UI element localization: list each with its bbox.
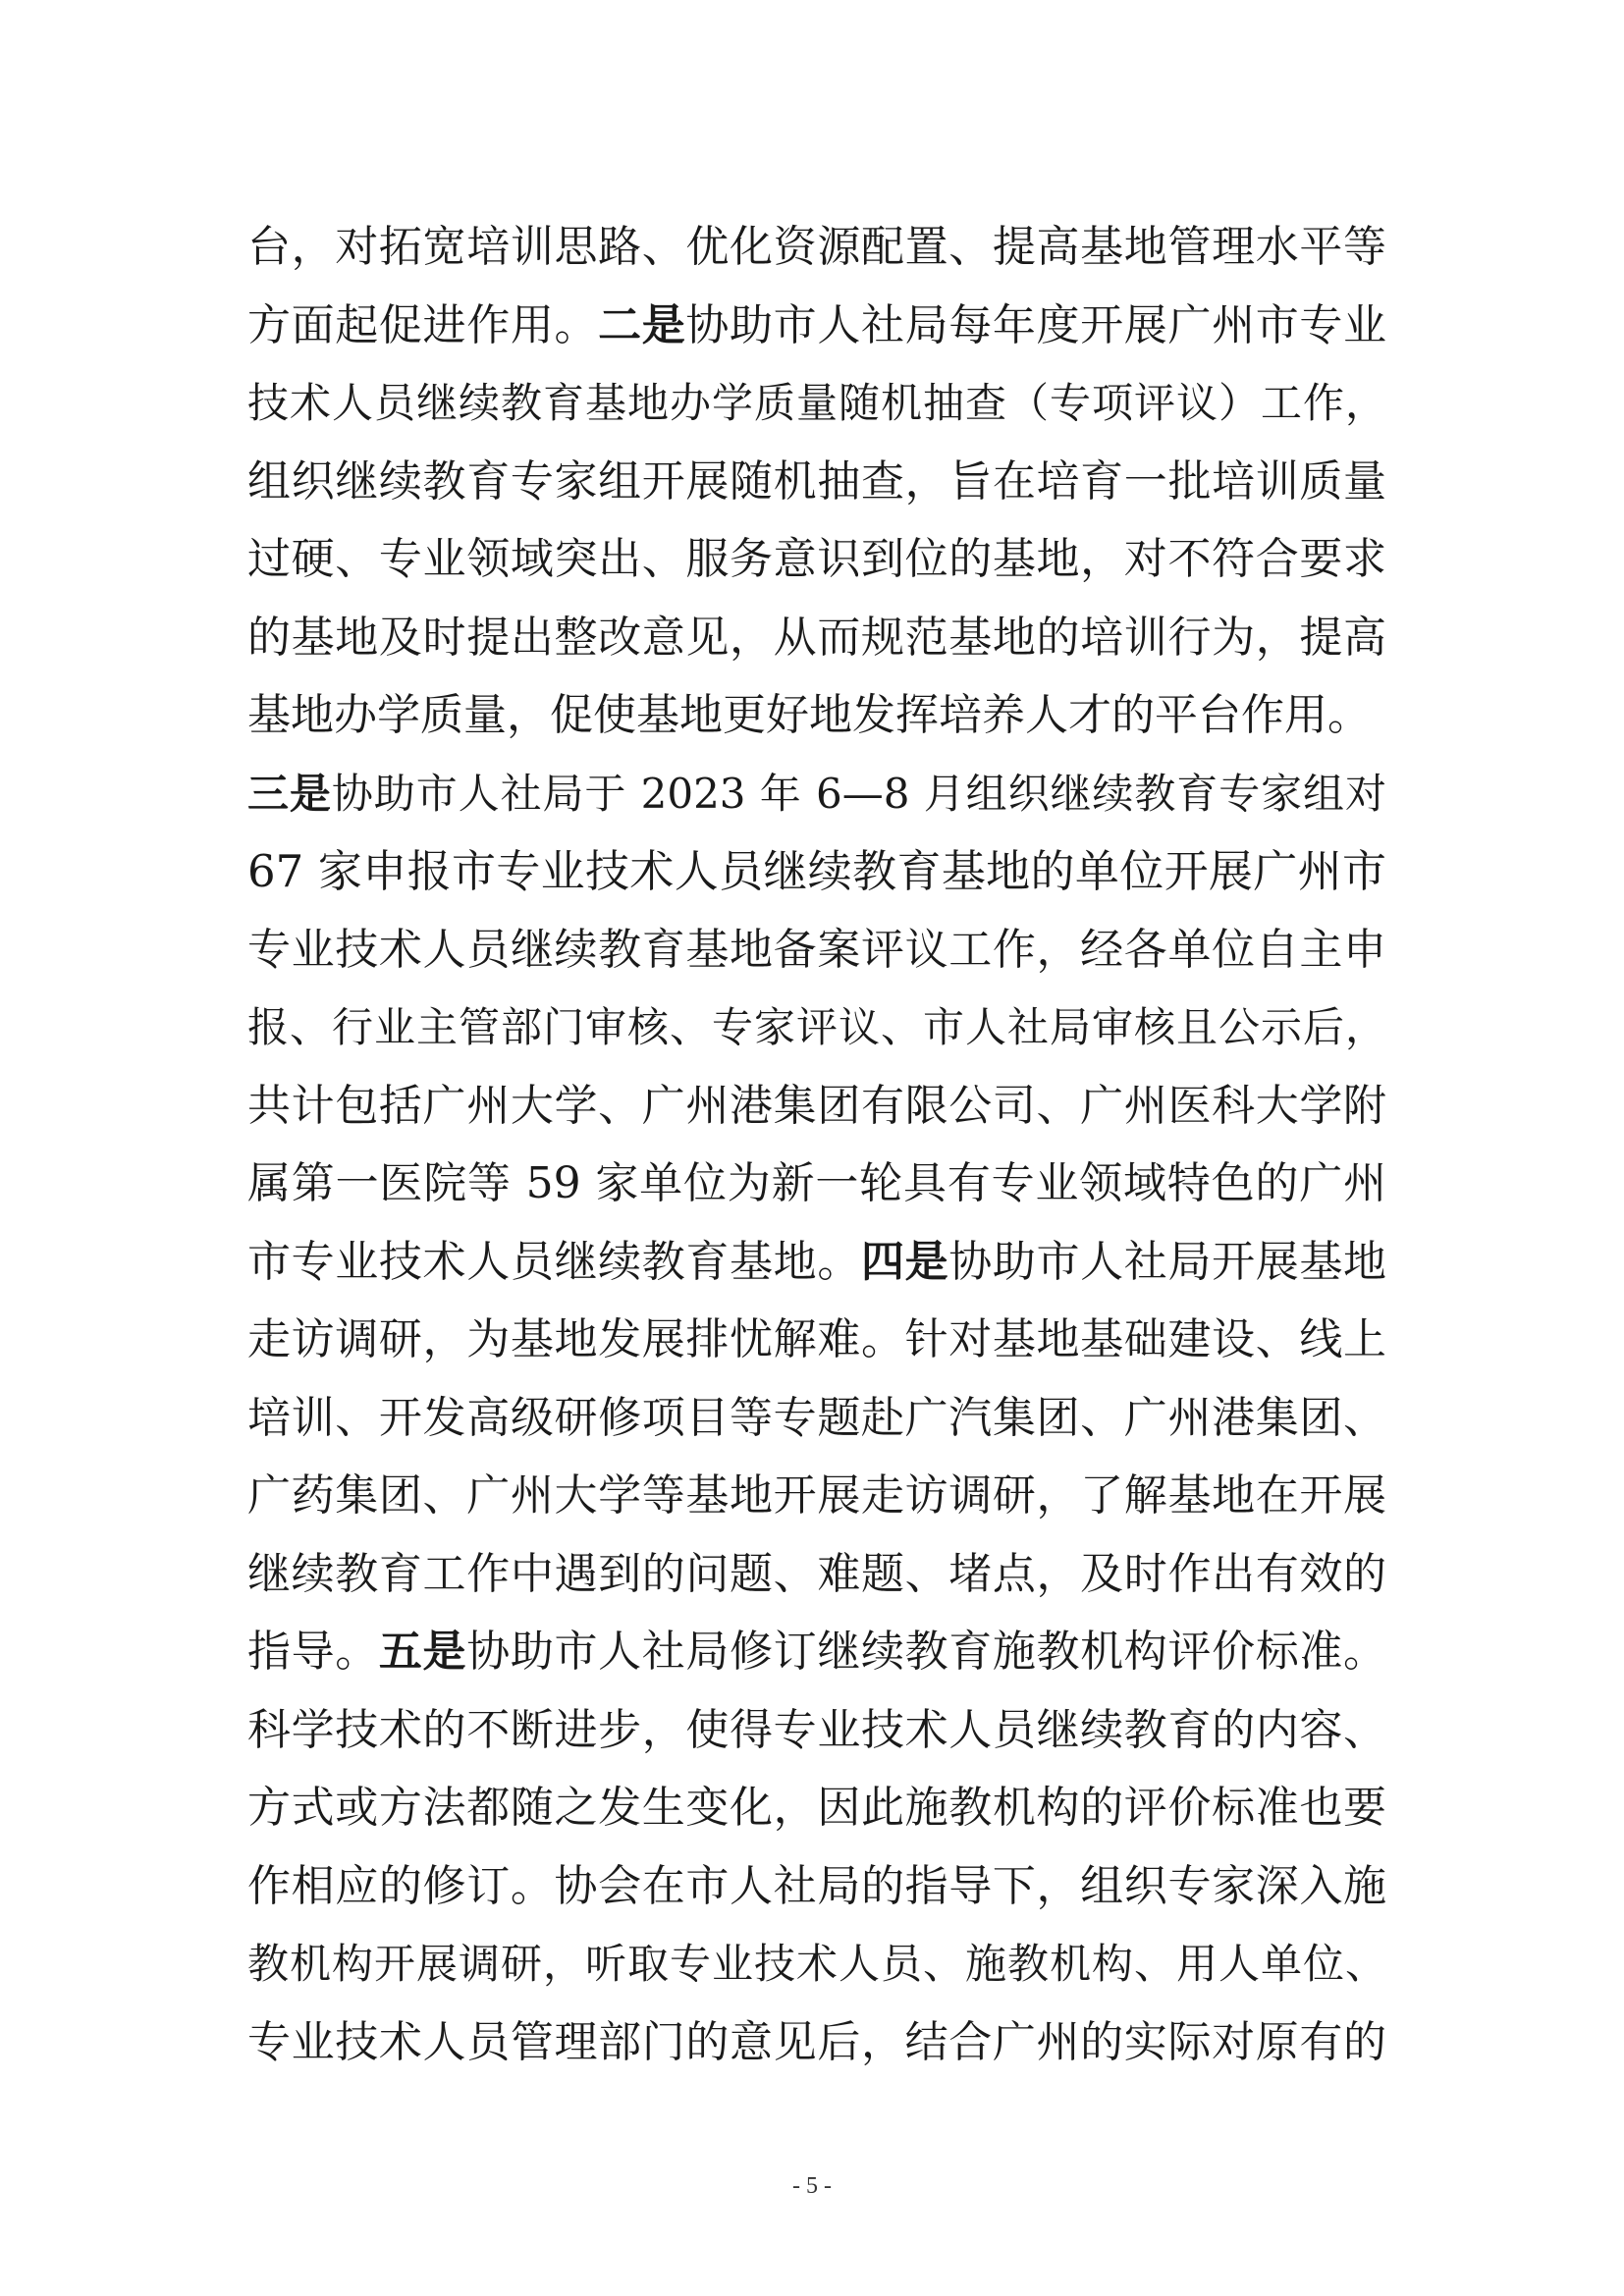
text-segment: 共计包括广州大学、广州港集团有限公司、广州医科大学附 bbox=[247, 1080, 1386, 1131]
text-segment: 属第一医院等 59 家单位为新一轮具有专业领域特色的广州 bbox=[247, 1158, 1386, 1208]
text-line bbox=[247, 1613, 1386, 1691]
text-segment: 作相应的修订。协会在市人社局的指导下，组织专家深入施 bbox=[247, 1860, 1386, 1911]
text-line bbox=[247, 599, 1386, 677]
text-line bbox=[247, 208, 1386, 287]
text-segment: 协助市人社局每年度开展广州市专业 bbox=[685, 299, 1387, 350]
text-line bbox=[247, 1457, 1386, 1535]
text-line bbox=[247, 911, 1386, 989]
text-line bbox=[247, 1847, 1386, 1926]
text-line bbox=[247, 443, 1386, 521]
text-segment: 继续教育工作中遇到的问题、难题、堵点，及时作出有效的 bbox=[247, 1548, 1386, 1599]
text-segment: 的基地及时提出整改意见，从而规范基地的培训行为，提高 bbox=[247, 612, 1386, 663]
text-line bbox=[247, 1145, 1386, 1223]
text-segment: 报、行业主管部门审核、专家评议、市人社局审核且公示后， bbox=[247, 1003, 1386, 1051]
text-line bbox=[247, 1769, 1386, 1847]
text-segment: 台，对拓宽培训思路、优化资源配置、提高基地管理水平等 bbox=[247, 222, 1386, 272]
page-number: - 5 - bbox=[792, 2173, 832, 2199]
text-segment: 专业技术人员管理部门的意见后，结合广州的实际对原有的 bbox=[247, 2016, 1386, 2067]
text-segment: 广药集团、广州大学等基地开展走访调研，了解基地在开展 bbox=[247, 1470, 1386, 1521]
text-line bbox=[247, 287, 1386, 365]
text-line bbox=[247, 832, 1386, 911]
text-segment: 专业技术人员继续教育基地备案评议工作，经各单位自主申 bbox=[247, 924, 1386, 975]
text-segment: 方式或方法都随之发生变化，因此施教机构的评价标准也要 bbox=[247, 1783, 1386, 1833]
text-line bbox=[247, 1301, 1386, 1379]
text-line bbox=[247, 1379, 1386, 1458]
text-line bbox=[247, 1067, 1386, 1146]
text-segment: 教机构开展调研，听取专业技术人员、施教机构、用人单位、 bbox=[247, 1940, 1386, 1988]
text-segment: 过硬、专业领域突出、服务意识到位的基地，对不符合要求 bbox=[247, 534, 1386, 584]
text-segment: 指导。 bbox=[247, 1627, 379, 1677]
text-segment: 协助市人社局于 2023 年 6—8 月组织继续教育专家组对 bbox=[331, 769, 1386, 818]
text-segment: 67 家申报市专业技术人员继续教育基地的单位开展广州市 bbox=[247, 845, 1386, 897]
text-segment: 科学技术的不断进步，使得专业技术人员继续教育的内容、 bbox=[247, 1704, 1386, 1755]
text-segment: 组织继续教育专家组开展随机抽查，旨在培育一批培训质量 bbox=[247, 455, 1386, 507]
text-segment: 市专业技术人员继续教育基地。 bbox=[247, 1236, 861, 1287]
text-line bbox=[247, 520, 1386, 599]
text-segment: 基地办学质量，促使基地更好地发挥培养人才的平台作用。 bbox=[247, 690, 1371, 740]
text-line bbox=[247, 2003, 1386, 2082]
text-line bbox=[247, 988, 1386, 1067]
text-line bbox=[247, 364, 1386, 443]
text-line bbox=[247, 1535, 1386, 1614]
text-line bbox=[247, 1691, 1386, 1770]
emphasis-text: 四是 bbox=[860, 1236, 949, 1287]
text-line bbox=[247, 676, 1386, 755]
text-line bbox=[247, 755, 1386, 833]
emphasis-text: 五是 bbox=[378, 1627, 467, 1677]
text-line bbox=[247, 1223, 1386, 1302]
text-segment: 协助市人社局开展基地 bbox=[948, 1236, 1387, 1287]
text-segment: 培训、开发高级研修项目等专题赴广汽集团、广州港集团、 bbox=[247, 1392, 1386, 1443]
emphasis-text: 二是 bbox=[598, 299, 686, 350]
text-segment: 技术人员继续教育基地办学质量随机抽查（专项评议）工作， bbox=[247, 379, 1386, 427]
emphasis-text: 三是 bbox=[247, 769, 332, 818]
text-segment: 走访调研，为基地发展排忧解难。针对基地基础建设、线上 bbox=[247, 1314, 1386, 1364]
text-segment: 方面起促进作用。 bbox=[247, 299, 599, 350]
text-line bbox=[247, 1925, 1386, 2003]
text-segment: 协助市人社局修订继续教育施教机构评价标准。 bbox=[466, 1627, 1387, 1677]
